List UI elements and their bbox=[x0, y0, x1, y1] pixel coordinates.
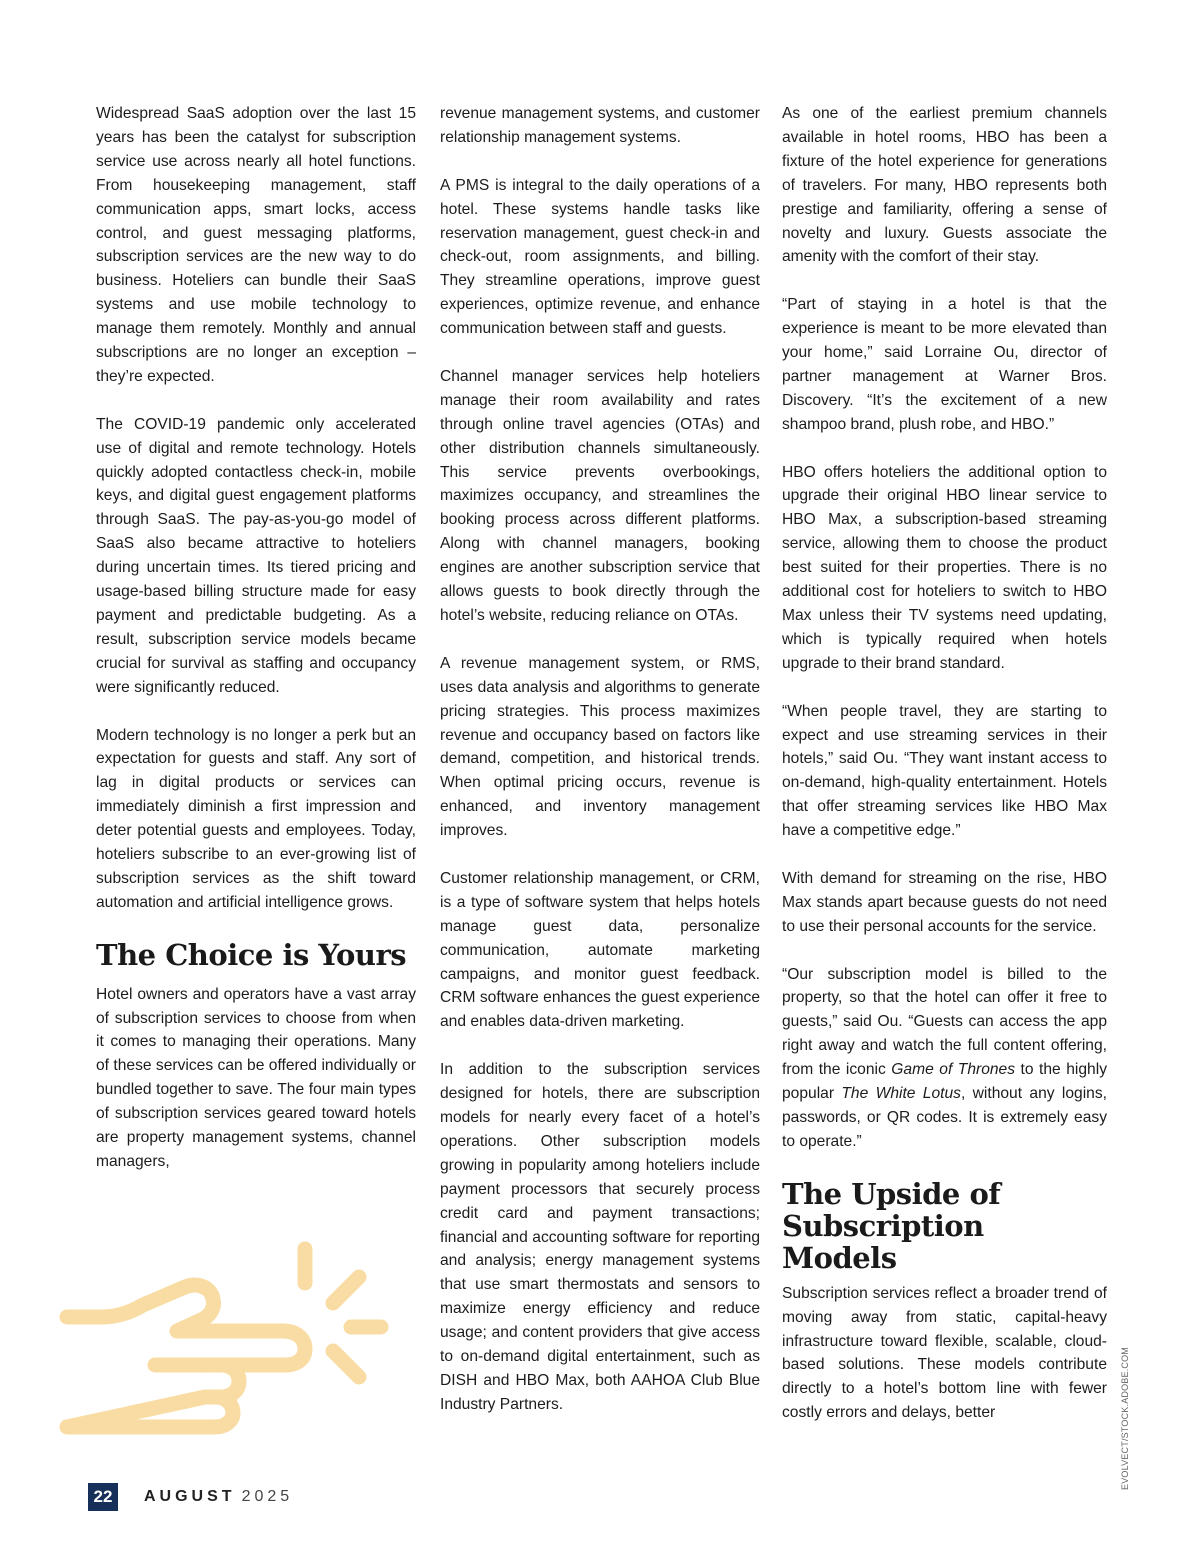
paragraph: Hotel owners and operators have a vast array of subscription services to choose from when it comes to managing their operations. Many of these services can be offered individually or bundled together to save. The four main types of subscription services geared toward hotels are property management systems, channel managers, bbox=[96, 985, 416, 1171]
paragraph: As one of the earliest premium channels available in hotel rooms, HBO has been a fixture of the hotel experience for generations of travelers. For many, HBO represents both prestige and familiarity, offering a sense of novelty and luxury. Guests associate the amenity with the comfort of their stay. bbox=[782, 105, 1107, 266]
paragraph: Customer relationship management, or CRM, is a type of software system that helps hotels manage guest data, personalize communication, automate marketing campaigns, and monitor guest feedback. CRM software enhances the guest experience and enables data-driven marketing. bbox=[440, 869, 760, 1031]
paragraph: “Part of staying in a hotel is that the experience is meant to be more elevated than your home,” said Lorraine Ou, director of partner management at Warner Bros. Discovery. “It’s the excitement of a new shampoo brand, plush robe, and HBO.” bbox=[782, 296, 1107, 433]
paragraph-quote bbox=[782, 963, 1107, 1154]
text-run: to the highly popular bbox=[782, 1061, 1107, 1103]
paragraph: Widespread SaaS adoption over the last 15 years has been the catalyst for subscription service use across nearly all hotel functions. From housekeeping management, staff communication apps, smart locks, access control, and guest messaging platforms, subscription services are the new way to do business. Hoteliers can bundle their SaaS systems and use mobile technology to manage them remotely. Monthly and annual subscriptions are no longer an exception – they’re expected. bbox=[96, 105, 416, 385]
column-1 bbox=[96, 102, 416, 1174]
paragraph: Channel manager services help hoteliers manage their room availability and rates through online travel agencies (OTAs) and other distribution channels simultaneously. This service prevents overbookings, maximizes occupancy, and streamlines the booking process across different platforms. Along with channel managers, booking engines are another subscription service that allows guests to book directly through the hotel’s website, reducing reliance on OTAs. bbox=[440, 367, 760, 624]
heading-line: Subscription Models bbox=[782, 1208, 984, 1275]
column-3 bbox=[782, 102, 1107, 1425]
section-heading-choice: The Choice is Yours bbox=[96, 937, 407, 972]
column-2 bbox=[440, 102, 760, 1417]
page-footer bbox=[88, 1483, 293, 1511]
paragraph: “When people travel, they are starting to expect and use streaming services in their hotels,” said Ou. “They want instant access to on-demand, high-quality entertainment. Hotels that offer streaming services like HBO Max have a competitive edge.” bbox=[782, 702, 1107, 840]
paragraph: A revenue management system, or RMS, uses data analysis and algorithms to generate pricing strategies. This process maximizes revenue and occupancy based on factors like demand, competition, and historical trends. When optimal pricing occurs, revenue is enhanced, and inventory management improves. bbox=[440, 654, 760, 840]
paragraph: revenue management systems, and customer relationship management systems. bbox=[440, 105, 760, 146]
paragraph: Subscription services reflect a broader trend of moving away from static, capital-heavy infrastructure toward flexible, scalable, cloud-based solutions. These models contribute directly to a hotel’s bottom line with fewer costly errors and delays, better bbox=[782, 1284, 1107, 1422]
paragraph: In addition to the subscription services designed for hotels, there are subscription models for nearly every facet of a hotel’s operations. Other subscription models growing in popularity among hoteliers include payment processors that securely process credit card and payment transactions; financial and accounting software for reporting and analysis; energy management systems that use smart thermostats and sensors to maximize energy efficiency and reduce usage; and content providers that give access to on-demand digital entertainment, such as DISH and HBO Max, both AAHOA Club Blue Industry Partners. bbox=[440, 1061, 760, 1413]
paragraph: The COVID-19 pandemic only accelerated use of digital and remote technology. Hotels quickly adopted contactless check-in, mobile keys, and digital guest engagement platforms through SaaS. The pay-as-you-go model of SaaS also became attractive to hoteliers during uncertain times. Its tiered pricing and usage-based billing structure made for easy payment and predictable budgeting. As a result, subscription service models became crucial for survival as staffing and occupancy were significantly reduced. bbox=[96, 415, 416, 696]
text-run: , without any logins, passwords, or QR codes. It is extremely easy to operate.” bbox=[782, 1085, 1107, 1150]
section-heading-upside bbox=[782, 1178, 1107, 1274]
issue-year: 2025 bbox=[241, 1488, 294, 1505]
photo-credit: EVOLVECT/STOCK.ADOBE.COM bbox=[1120, 1347, 1130, 1490]
heading-line: The Upside of bbox=[782, 1176, 1001, 1211]
paragraph: HBO offers hoteliers the additional option to upgrade their original HBO linear service to HBO Max, a subscription-based streaming service, allowing them to choose the product best suited for their properties. There is no additional cost for hoteliers to switch to HBO Max unless their TV systems need updating, which is typically required when hotels upgrade to their brand standard. bbox=[782, 463, 1107, 672]
paragraph: With demand for streaming on the rise, HBO Max stands apart because guests do not need to use their personal accounts for the service. bbox=[782, 869, 1107, 935]
issue-date bbox=[144, 1488, 293, 1506]
issue-month: AUGUST bbox=[144, 1488, 236, 1505]
pointing-hand-icon bbox=[55, 1235, 395, 1450]
show-title: Game of Thrones bbox=[891, 1061, 1016, 1079]
show-title: The White Lotus bbox=[841, 1085, 961, 1103]
paragraph: Modern technology is no longer a perk but an expectation for guests and staff. Any sort of lag in digital products or services can immediately diminish a first impression and deter potential guests and employees. Today, hoteliers subscribe to an ever-growing list of subscription services as the shift toward automation and artificial intelligence grows. bbox=[96, 726, 416, 911]
page-number: 22 bbox=[88, 1483, 118, 1511]
paragraph: A PMS is integral to the daily operations of a hotel. These systems handle tasks like reservation management, guest check-in and check-out, room assignments, and billing. They streamline operations, improve guest experiences, optimize revenue, and enhance communication between staff and guests. bbox=[440, 176, 760, 338]
text-run: “Our subscription model is billed to the property, so that the hotel can offer it free to guests,” said Ou. “Guests can access the app right away and watch the full content offering, from the iconic bbox=[782, 965, 1107, 1079]
